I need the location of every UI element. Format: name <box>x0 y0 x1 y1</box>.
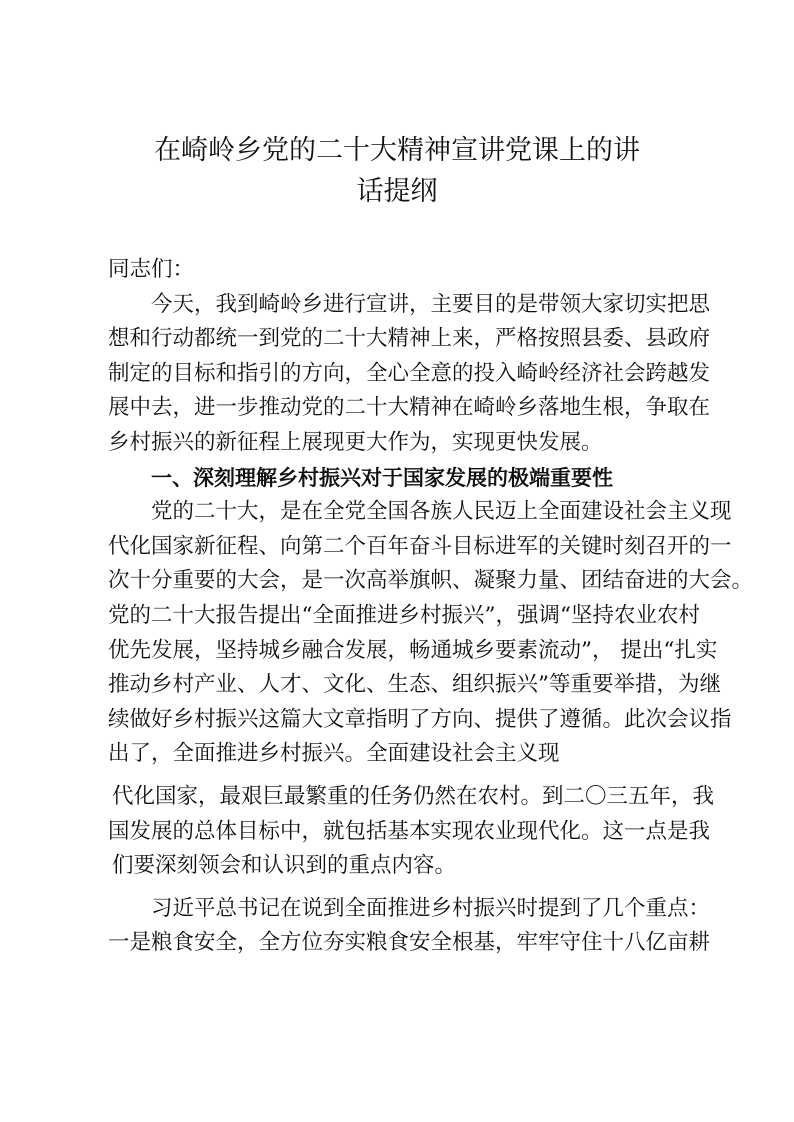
section-heading: 一、深刻理解乡村振兴对于国家发展的极端重要性 <box>151 465 613 490</box>
paragraph-line: 展中去，进一步推动党的二十大精神在崎岭乡落地生根，争取在 <box>108 395 711 421</box>
paragraph-line: 一是粮食安全，全方位夯实粮食安全根基，牢牢守住十八亿亩耕 <box>108 930 711 956</box>
paragraph-line: 党的二十大报告提出“全面推进乡村振兴”，强调“坚持农业农村 <box>108 602 700 628</box>
paragraph-line: 推动乡村产业、人才、文化、生态、组织振兴”等重要举措，为继 <box>108 672 721 698</box>
salutation: 同志们： <box>108 257 195 282</box>
paragraph-3 <box>108 780 715 884</box>
paragraph-line: 出了，全面推进乡村振兴。全面建设社会主义现 <box>108 741 560 767</box>
paragraph-line: 制定的目标和指引的方向，全心全意的投入崎岭经济社会跨越发 <box>108 360 711 386</box>
paragraph-line: 优先发展，坚持城乡融合发展，畅通城乡要素流动”， 提出“扎实 <box>108 637 718 663</box>
paragraph-line: 代化国家新征程、向第二个百年奋斗目标进军的关键时刻召开的一 <box>108 533 732 559</box>
paragraph-line: 们要深刻领会和认识到的重点内容。 <box>112 853 457 879</box>
paragraph-line: 代化国家，最艰巨最繁重的任务仍然在农村。到二〇三五年，我 <box>112 783 715 809</box>
paragraph-line: 乡村振兴的新征程上展现更大作为，实现更快发展。 <box>108 429 603 455</box>
paragraph-line: 国发展的总体目标中，就包括基本实现农业现代化。这一点是我 <box>108 818 711 844</box>
paragraph-line: 次十分重要的大会，是一次高举旗帜、凝聚力量、团结奋进的大会。 <box>108 568 754 594</box>
document-body <box>108 253 754 961</box>
title-line-2: 话提纲 <box>356 176 438 207</box>
paragraph-line: 党的二十大，是在全党全国各族人民迈上全面建设社会主义现 <box>151 499 732 525</box>
paragraph-2 <box>108 495 754 772</box>
paragraph-4 <box>108 892 711 961</box>
title-line-1: 在崎岭乡党的二十大精神宣讲党课上的讲 <box>154 135 640 166</box>
paragraph-1 <box>108 288 711 461</box>
paragraph-line: 想和行动都统一到党的二十大精神上来，严格按照县委、县政府 <box>108 326 711 352</box>
paragraph-line: 习近平总书记在说到全面推进乡村振兴时提到了几个重点： <box>151 895 711 921</box>
paragraph-line: 续做好乡村振兴这篇大文章指明了方向、提供了遵循。此次会议指 <box>108 706 732 732</box>
paragraph-line: 今天，我到崎岭乡进行宣讲，主要目的是带领大家切实把思 <box>151 291 711 317</box>
document-title <box>0 130 794 212</box>
